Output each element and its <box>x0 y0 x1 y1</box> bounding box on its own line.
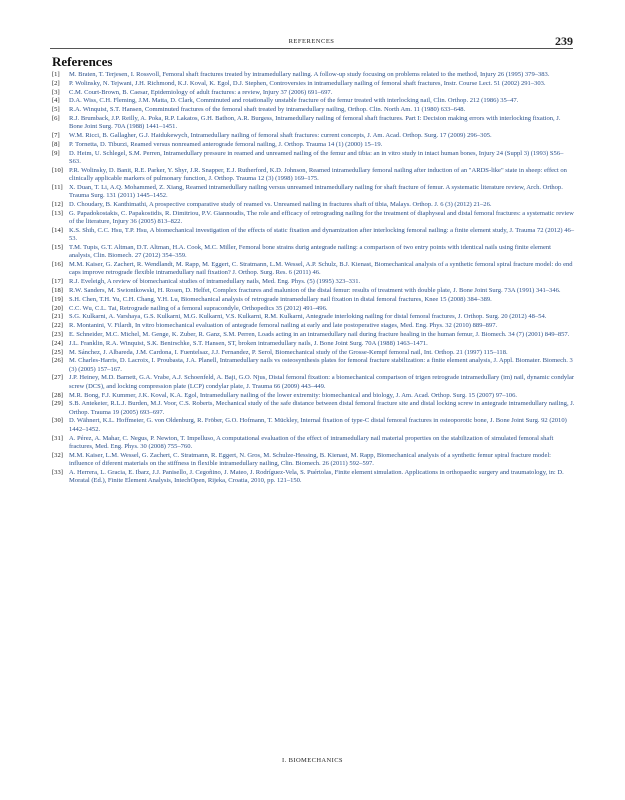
reference-item <box>52 115 575 132</box>
reference-text[interactable]: S.G. Kulkarni, A. Varshaya, G.S. Kulkarni, M.G. Kulkarni, V.S. Kulkarni, R.M. Kulkarni, Antegrade interloking nailing for distal femoral fractures, J. Orthop. Surg. 20 (2012) 48–54. <box>69 313 547 321</box>
reference-item <box>52 322 575 330</box>
reference-item <box>52 296 575 304</box>
reference-item <box>52 400 575 417</box>
reference-text[interactable]: D.A. Wiss, C.H. Fleming, J.M. Matta, D. Clark, Comminuted and rotationally unstable fracture of the femur treated with interlocking nail, Clin. Orthop. 212 (1986) 35–47. <box>69 97 519 105</box>
reference-item <box>52 331 575 339</box>
reference-text[interactable]: G. Papadokostakis, C. Papakostidis, R. Dimitriou, P.V. Giannoudis, The role and efficacy of retrograding nailing for the treatment of diaphyseal and distal femoral fractures: a systematic review of the literature, Injury 36 (2005) 813–822. <box>69 209 574 226</box>
reference-number: [14] <box>52 226 63 234</box>
reference-text[interactable]: R.J. Brumback, J.P. Reilly, A. Poka, R.P. Lakatos, G.H. Bathon, A.R. Burgess, Intramedullary nailing of femoral shaft fractures. Part I: Decision making errors with interlocking fixation, J. Bone Joint Surg. 70A (1988) 1441–1451. <box>69 114 561 131</box>
reference-item <box>52 167 575 184</box>
reference-number: [19] <box>52 295 63 303</box>
reference-number: [20] <box>52 304 63 312</box>
reference-number: [26] <box>52 357 63 365</box>
reference-text[interactable]: D. Wähnert, K.L. Hoffmeier, G. von Oldenburg, R. Fröber, G.O. Hofmann, T. Mückley, Internal fixation of type-C distal femoral fractures in osteoporotic bone, J. Bone Joint Surg. 92 (2010) 1442–1452. <box>69 417 567 433</box>
reference-item <box>52 435 575 452</box>
reference-item <box>52 261 575 278</box>
reference-text[interactable]: R.W. Sanders, M. Swiontkowski, H. Rosen, D. Helfet, Complex fractures and malunion of the distal femur: results of treatment with double plate, J. Bone Joint Surg. 73A (1991) 341–346. <box>69 287 561 295</box>
reference-text[interactable]: S.B. Antekeier, R.L.J. Burden, M.J. Voor, C.S. Roberts, Mechanical study of the safe distance between distal femoral fracture site and distal locking screw in antegrade intramedullary nailing, J. Orthop. Trauma 19 (2005) 693–697. <box>69 400 575 416</box>
reference-text[interactable]: P. Tornetta, D. Tiburzi, Reamed versus nonreamed anterograde femoral nailing, J. Orthop. Trauma 14 (1) (2000) 15–19. <box>69 140 383 148</box>
reference-item <box>52 150 575 167</box>
reference-item <box>52 417 575 434</box>
reference-number: [5] <box>52 106 60 114</box>
reference-item <box>52 132 575 140</box>
reference-item <box>52 201 575 209</box>
reference-text[interactable]: R. Montanini, V. Filardi, In vitro biomechanical evaluation of antegrade femoral nailing at early and late postoperative stages, Med. Eng. Phys. 32 (2010) 889–897. <box>69 322 498 330</box>
reference-text[interactable]: M.R. Bong, F.J. Kummer, J.K. Koval, K.A. Egol, Intramedullary nailing of the lower extremity: biomechanical and biology, J. Am. Acad. Orthop. Surg. 15 (2007) 97–106. <box>69 391 517 399</box>
reference-number: [18] <box>52 287 63 295</box>
reference-text[interactable]: P. Wolinsky, N. Tejwani, J.H. Richmond, K.J. Koval, K. Egol, D.J. Stephen, Controversies in intramedullary nailing of femoral shaft fractures, Instr. Course Lect. 51 (2002) 291–303. <box>69 79 546 87</box>
reference-text[interactable]: M. Charles-Harris, D. Lacroix, I. Proubasta, J.A. Planell, Intramedullary nails vs osteosynthesis plates for femoral fracture stabilization: a finite element analysis, J. Appl. Biomater. Biomech. 3 (3) (2005) 157–167. <box>69 357 573 373</box>
reference-text[interactable]: R.J. Eveleigh, A review of biomechanical studies of intramedullary nails, Med. Eng. Phys. (5) (1995) 323–331. <box>69 278 361 286</box>
reference-number: [4] <box>52 97 60 105</box>
reference-item <box>52 97 575 105</box>
reference-item <box>52 227 575 244</box>
reference-item <box>52 210 575 227</box>
reference-text[interactable]: S.H. Chen, T.H. Yu, C.H. Chang, Y.H. Lu, Biomechanical analysis of retrograde intramedullary nail fixation in distal femoral fractures, Knee 15 (2008) 384–389. <box>69 295 492 303</box>
reference-number: [8] <box>52 140 60 148</box>
reference-item <box>52 305 575 313</box>
reference-item <box>52 106 575 114</box>
reference-text[interactable]: D. Choudary, B. Kanthimathi, A prospective comparative study of reamed vs. Unreamed nailing in fractures shaft of tibia, Malays. Orthop. J. 6 (3) (2012) 21–26. <box>69 200 492 208</box>
reference-item <box>52 141 575 149</box>
reference-number: [12] <box>52 200 63 208</box>
reference-text[interactable]: W.M. Ricci, B. Gallagher, G.J. Haidukewych, Intramedullary nailing of femoral shaft fractures: current concepts, J. Am. Acad. Orthop. Surg. 17 (2009) 296–305. <box>69 132 492 140</box>
reference-text[interactable]: M.M. Kaiser, L.M. Wessel, G. Zachert, C. Stratmann, R. Eggert, N. Gros, M. Schulze-Hessing, B. Kienast, M. Rapp, Biomechanical analysis of a synthetic femur spiral fracture model: influence of diferent materials on the stiffness in flexible intramedullary nailing, Clin. Biomech. 26 (2011) 592–597. <box>69 451 551 468</box>
reference-item <box>52 452 575 469</box>
reference-item <box>52 349 575 357</box>
reference-text[interactable]: A. Herrera, L. Gracia, E. Ibarz, J.J. Panisello, J. Cegoñino, J. Mateo, J. Rodríguez-Vela, S. Puértolas, Finite element simulation. Applications in orthopaedic surgery and traumatology, in: D. Moratal (Ed.), Finite Element Analysis, IntechOpen, Rijeka, Croatia, 2010, pp. 121–150. <box>69 468 564 485</box>
reference-item <box>52 287 575 295</box>
reference-number: [16] <box>52 261 63 269</box>
reference-number: [31] <box>52 434 63 442</box>
reference-item <box>52 184 575 201</box>
reference-item <box>52 469 575 486</box>
running-head <box>50 35 573 49</box>
reference-text[interactable]: E. Schneider, M.C. Michel, M. Genge, K. Zuber, R. Ganz, S.M. Perren, Loads acting in an intramedullary nail during fracture healing in the human femur, J. Biomech. 34 (7) (2001) 849–857. <box>69 330 570 338</box>
reference-number: [21] <box>52 313 63 321</box>
reference-number: [10] <box>52 166 63 174</box>
reference-item <box>52 278 575 286</box>
reference-item <box>52 392 575 400</box>
reference-text[interactable]: X. Duan, T. Li, A.Q. Mohammed, Z. Xiang, Reamed intramedullary nailing versus unreamed intramedullary nailing for shaft fracture of femur. A systematic literature review, Arch. Orthop. Trauma Surg. 131 (2011) 1445–1452. <box>69 183 563 200</box>
reference-text[interactable]: R.A. Winquist, S.T. Hansen, Comminuted fractures of the femoral shaft treated by intramedullary nailing, Orthop. Clin. North Am. 11 (1980) 633–648. <box>69 106 466 114</box>
reference-number: [27] <box>52 374 63 382</box>
reference-text[interactable]: P.R. Wolinsky, D. Banit, R.E. Parker, Y. Shyr, J.R. Snapper, E.J. Rutherford, K.D. Johnson, Reamed intramedullary femoral nailing after induction of an "ARDS-like" state in sheep: effect on clinically applicable markers of pulmonary function, J. Orthop. Trauma 12 (3) (1998) 169–175. <box>69 166 567 183</box>
reference-number: [6] <box>52 114 60 122</box>
reference-number: [32] <box>52 451 63 459</box>
reference-text[interactable]: D. Heim, U. Schlegel, S.M. Perren, Intramedullary pressure in reamed and unreamed nailing of the femur and tibia: an in vitro study in intact human bones, Injury 24 (Suppl 3) (1993) S56–S63. <box>69 149 564 165</box>
reference-text[interactable]: J.P. Heiney, M.D. Barnett, G.A. Vrabe, A.J. Schoenfeld, A. Baji, G.O. Njus, Distal femoral fixation: a biomechanical comparison of trigen retrograde intramedullary (im) nail, dynamic condylar screw (DCS), and locking compression plate (LCP) condylar plate, J. Trauma 66 (2009) 443–449. <box>69 374 575 390</box>
reference-text[interactable]: M. Braten, T. Terjesen, I. Rossvoll, Femoral shaft fractures treated by intramedullary nailing. A follow-up study focusing on problems related to the method, Injury 26 (1995) 379–383. <box>69 71 550 78</box>
reference-item <box>52 80 575 88</box>
running-title: REFERENCES <box>288 38 335 45</box>
reference-number: [2] <box>52 79 60 87</box>
reference-number: [11] <box>52 183 63 191</box>
reference-number: [1] <box>52 71 60 78</box>
footer-section-label: I. BIOMECHANICS <box>282 757 343 764</box>
reference-number: [33] <box>52 468 63 476</box>
section-title: References <box>52 54 113 69</box>
reference-text[interactable]: K.S. Shih, C.C. Hsu, T.P. Hsu, A biomechanical investigation of the effects of static fixation and dynamization after interlocking femoral nailing: a finite element study, J. Trauma 72 (2012) 46–53. <box>69 226 575 243</box>
reference-list <box>52 71 575 486</box>
reference-text[interactable]: A. Pérez, A. Mahar, C. Negus, P. Newton, T. Impelluso, A computational evaluation of the effect of intramedullary nail material properties on the stabilization of simulated femoral shaft fractures, Med. Eng. Phys. 30 (2008) 755–760. <box>69 434 554 450</box>
reference-text[interactable]: C.C. Wu, C.L. Tai, Retrograde nailing of a femoral supracondyle, Orthopedics 35 (2012) 491–496. <box>69 304 328 312</box>
reference-number: [23] <box>52 330 63 338</box>
reference-item <box>52 357 575 374</box>
reference-text[interactable]: C.M. Court-Brown, B. Caesar, Epidemiology of adult fractures: a review, Injury 37 (2006) 691–697. <box>69 88 333 96</box>
reference-number: [28] <box>52 391 63 399</box>
reference-number: [17] <box>52 278 63 286</box>
reference-number: [25] <box>52 348 63 356</box>
reference-number: [15] <box>52 244 63 251</box>
reference-number: [24] <box>52 339 63 347</box>
reference-number: [7] <box>52 132 60 140</box>
reference-text[interactable]: M. Sánchez, J. Albareda, J.M. Cardona, I. Fuentelsaz, J.J. Fernandez, P. Serol, Biomechanical study of the Grosse-Kempf femoral nail, Int. Orthop. 21 (1997) 115–118. <box>69 348 508 356</box>
reference-number: [13] <box>52 209 63 217</box>
reference-text[interactable]: M.M. Kaiser, G. Zachert, R. Wendlandt, M. Rapp, M. Eggert, C. Stratmann, L.M. Wessel, A.P. Schulz, B.J. Kienast, Biomechanical analysis of a synthetic femoral spiral fracture model: do end caps improve retrograde flexible intramedullary nail fixation? J. Orthop. Surg. Res. 6 (2011) 46. <box>69 261 573 277</box>
reference-number: [9] <box>52 149 60 157</box>
reference-number: [30] <box>52 417 63 425</box>
reference-number: [3] <box>52 88 60 96</box>
reference-item <box>52 71 575 79</box>
reference-item <box>52 340 575 348</box>
reference-item <box>52 374 575 391</box>
reference-item <box>52 89 575 97</box>
header-rule <box>50 48 573 49</box>
reference-number: [22] <box>52 322 63 330</box>
reference-number: [29] <box>52 400 63 408</box>
page-number: 239 <box>555 34 573 48</box>
reference-item <box>52 244 575 261</box>
reference-text[interactable]: J.L. Franklin, R.A. Winquist, S.K. Benirschke, S.T. Hansen, ST, broken intramedullary nails, J. Bone Joint Surg. 70A (1988) 1463–1471. <box>69 339 428 347</box>
reference-text[interactable]: T.M. Tupis, G.T. Altman, D.T. Altman, H.A. Cook, M.C. Miller, Femoral bone strains durig antegrade nailing: a comparison of two entry points with identical nails using finite element analysis, Clin. Biomech. 27 (2012) 354–359. <box>69 244 551 260</box>
reference-item <box>52 313 575 321</box>
